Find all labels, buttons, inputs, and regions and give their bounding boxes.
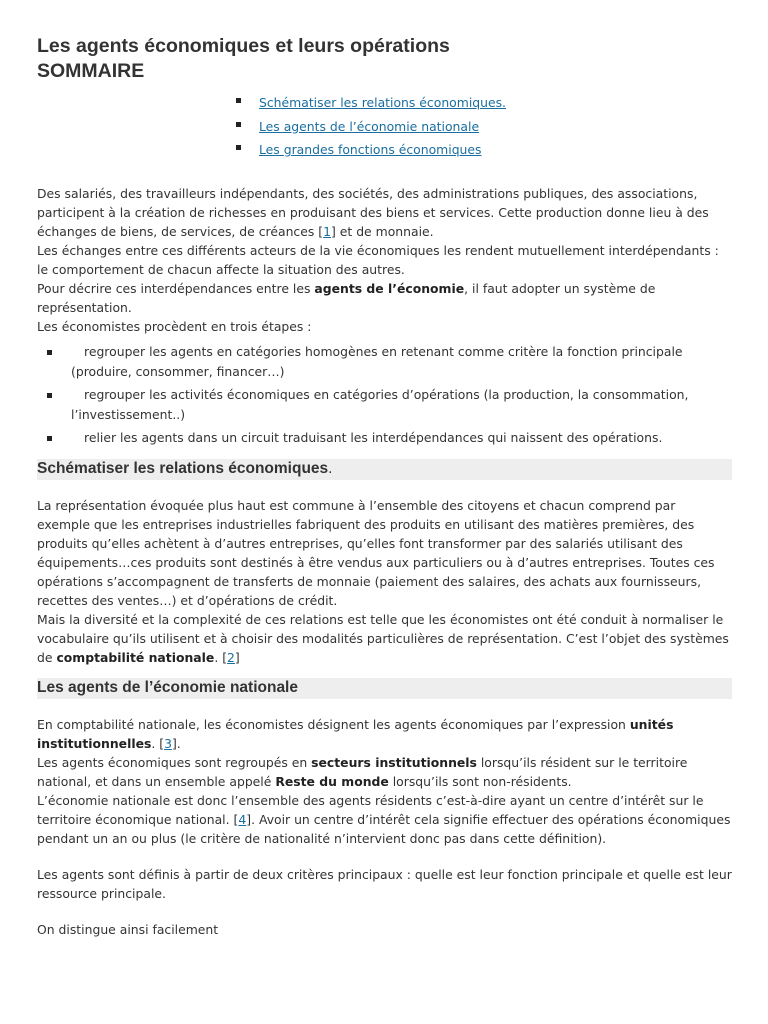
section-paragraph	[37, 791, 732, 848]
footnote-link-2[interactable]: 2	[227, 649, 235, 665]
intro-section	[37, 184, 732, 448]
section-heading-schematiser	[37, 459, 732, 480]
bullet-icon	[47, 436, 52, 441]
text: ]	[234, 649, 240, 665]
title-line-2: SOMMAIRE	[37, 60, 145, 82]
spacer	[37, 903, 732, 920]
section-paragraph	[37, 753, 732, 791]
bullet-icon	[47, 393, 52, 398]
text: En comptabilité nationale, les économistes désignent les agents économiques par l’expression	[37, 716, 630, 732]
list-item	[37, 342, 732, 382]
bullet-icon	[236, 98, 241, 103]
page-title	[37, 34, 732, 84]
toc-link-agents[interactable]: Les agents de l’économie nationale	[259, 118, 480, 134]
intro-paragraph	[37, 279, 732, 317]
section-agents	[37, 715, 732, 939]
toc-item	[236, 115, 732, 139]
bullet-icon	[236, 122, 241, 127]
list-item-text: regrouper les activités économiques en catégories d’opérations (la production, la consommation, l’investissement..)	[71, 386, 689, 422]
list-item	[37, 428, 732, 448]
text: Mais la diversité et la complexité de ces relations est telle que les économistes ont été conduit à normaliser le vocabulaire qu’ils utilisent et à choisir des modalités particulières de représentation. C’est l’objet des systèmes de	[37, 611, 729, 665]
toc-link-fonctions[interactable]: Les grandes fonctions économiques	[259, 142, 482, 157]
toc-item	[236, 138, 732, 162]
text: lorsqu’ils résident sur le territoire national, et dans un ensemble appelé	[37, 754, 688, 789]
section-paragraph: La représentation évoquée plus haut est commune à l’ensemble des citoyens et chacun comprend par exemple que les entreprises industrielles fabriquent des produits en utilisant des matières premières, des produits qu’elles achètent à d’autres entreprises, qu’elles font transformer par des salariés utilisant des équipements…ces produits sont destinés à être vendus aux particuliers ou à d’autres entreprises. Toutes ces opérations s’accompagnent de transferts de monnaie (paiement des salaires, des achats aux fournisseurs, recettes des ventes…) et d’opérations de crédit.	[37, 497, 715, 608]
title-line-1: Les agents économiques et leurs opérations	[37, 35, 450, 57]
text: lorsqu’ils sont non-résidents.	[388, 773, 572, 789]
text: Des salariés, des travailleurs indépendants, des sociétés, des administrations publiques, des associations, participent à la création de richesses en produisant des biens et services. Cette production donne lieu à des échanges de biens, de services, de créances [	[37, 185, 709, 239]
list-item	[37, 385, 732, 425]
bullet-icon	[236, 145, 241, 150]
heading-suffix: .	[328, 459, 333, 477]
list-item-text: relier les agents dans un circuit traduisant les interdépendances qui naissent des opérations.	[84, 429, 663, 445]
bold-term: agents de l’économie	[314, 280, 465, 296]
text: , il faut adopter un système de représentation.	[37, 280, 656, 315]
section-paragraph: On distingue ainsi facilement	[37, 921, 219, 937]
text: L’économie nationale est donc l’ensemble des agents résidents c’est-à-dire ayant un centre d’intérêt sur le territoire économique national. [	[37, 792, 704, 827]
bullet-icon	[47, 350, 52, 355]
intro-paragraph	[37, 184, 732, 241]
section-paragraph	[37, 715, 732, 753]
footnote-link-4[interactable]: 4	[238, 811, 247, 827]
bold-term: comptabilité nationale	[56, 649, 215, 665]
footnote-link-3[interactable]: 3	[164, 735, 172, 751]
text: ].	[171, 735, 181, 751]
section-heading-agents: Les agents de l’économie nationale	[37, 678, 732, 699]
spacer	[37, 848, 732, 865]
table-of-contents	[37, 91, 732, 162]
section-schematiser	[37, 496, 732, 667]
intro-paragraph: Les échanges entre ces différents acteurs de la vie économiques les rendent mutuellement interdépendants : le comportement de chacun affecte la situation des autres.	[37, 242, 719, 277]
section-paragraph: Les agents sont définis à partir de deux critères principaux : quelle est leur fonction principale et quelle est leur ressource principale.	[37, 866, 732, 901]
text: ] et de monnaie.	[331, 223, 434, 239]
bold-term: Reste du monde	[275, 773, 389, 789]
text: ]. Avoir un centre d’intérêt cela signifie effectuer des opérations économiques pendant un an ou plus (le critère de nationalité n’intervient donc pas dans cette définition).	[37, 811, 731, 846]
bold-term: unités institutionnelles	[37, 716, 674, 751]
text: Pour décrire ces interdépendances entre les	[37, 280, 315, 296]
text: Les agents économiques sont regroupés en	[37, 754, 312, 770]
heading-text: Schématiser les relations économiques	[37, 459, 329, 477]
bold-term: secteurs institutionnels	[311, 754, 477, 770]
toc-item	[236, 91, 732, 115]
section-paragraph	[37, 610, 732, 667]
steps-list	[37, 342, 732, 448]
footnote-link-1[interactable]: 1	[323, 223, 331, 239]
list-item-text: regrouper les agents en catégories homogènes en retenant comme critère la fonction principale (produire, consommer, financer…)	[71, 343, 683, 379]
text: . [	[214, 649, 228, 665]
text: . [	[151, 735, 165, 751]
intro-paragraph: Les économistes procèdent en trois étapes :	[37, 318, 312, 334]
toc-link-schematiser[interactable]: Schématiser les relations économiques.	[259, 95, 506, 110]
